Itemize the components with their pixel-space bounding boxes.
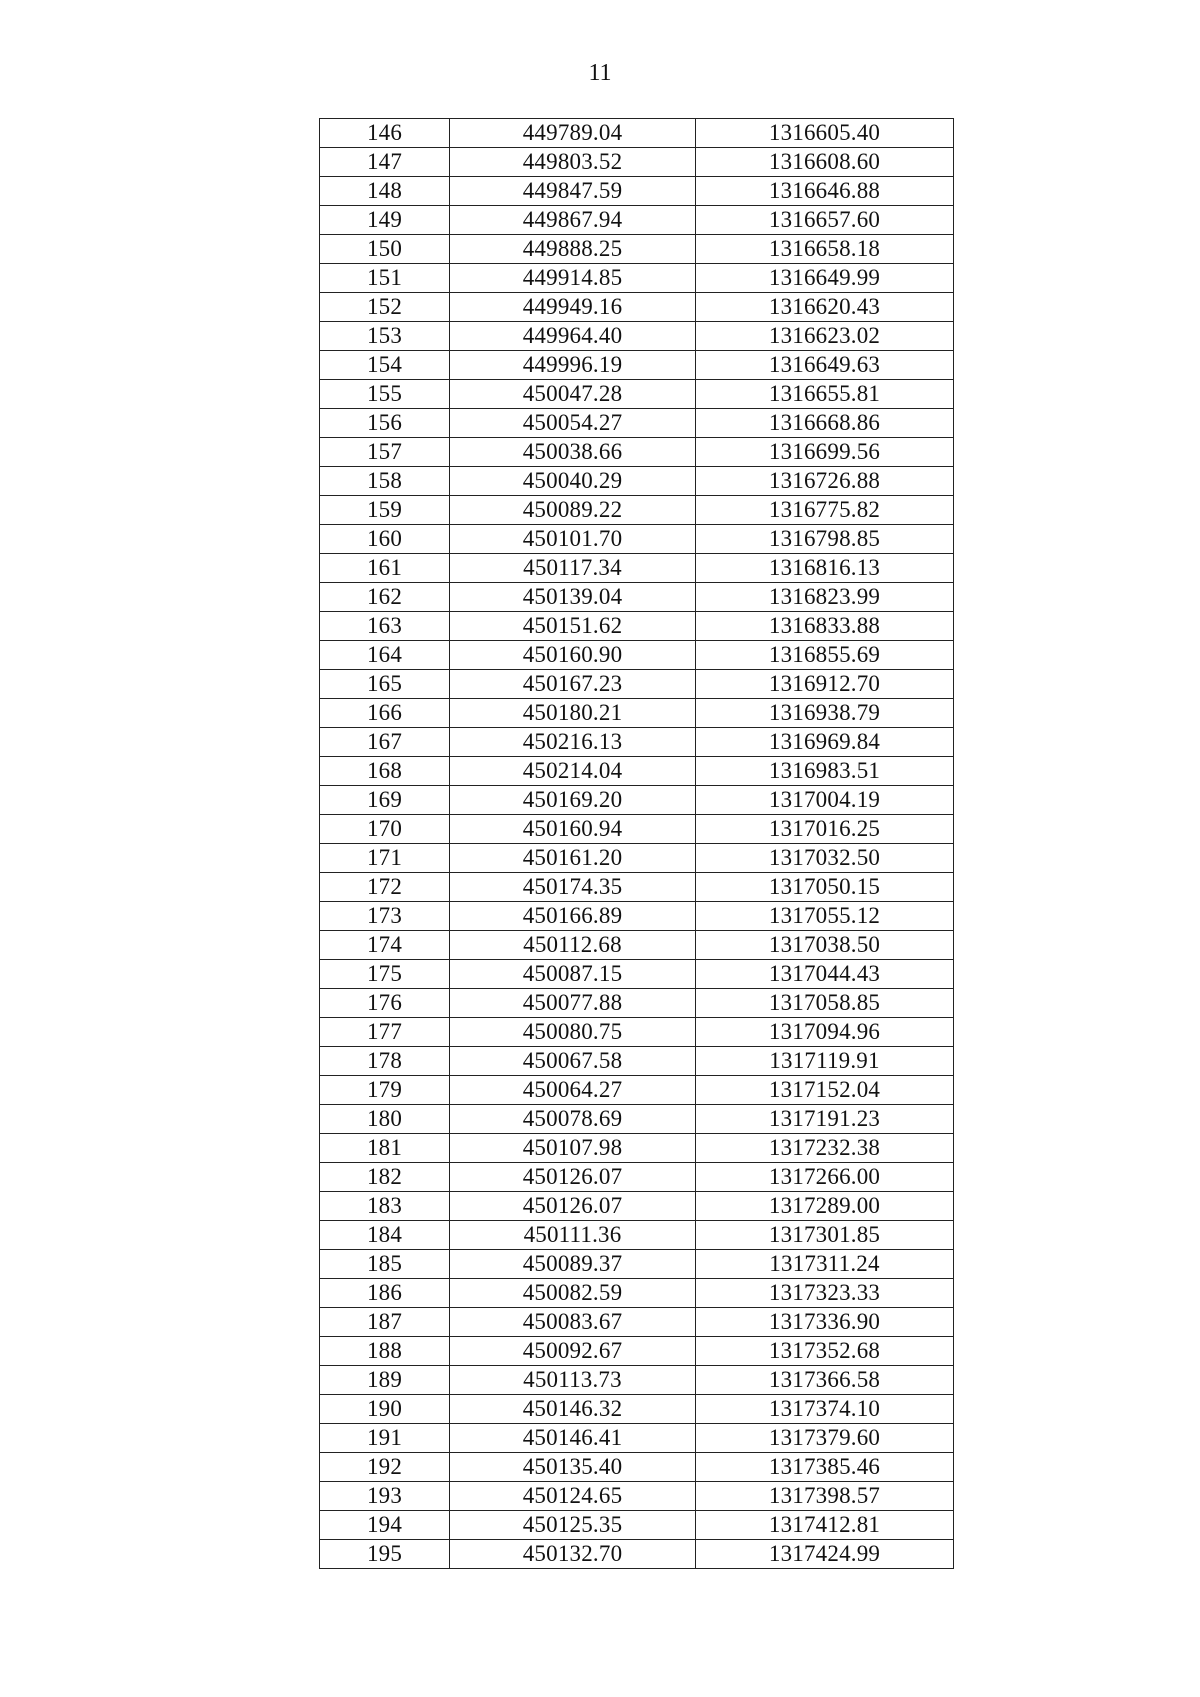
x-coordinate-cell: 450117.34 xyxy=(450,554,696,583)
point-number-cell: 151 xyxy=(320,264,450,293)
y-coordinate-cell: 1316726.88 xyxy=(696,467,954,496)
table-row xyxy=(320,1395,954,1424)
y-coordinate-cell: 1317044.43 xyxy=(696,960,954,989)
table-row xyxy=(320,1279,954,1308)
point-number-cell: 163 xyxy=(320,612,450,641)
x-coordinate-cell: 450089.37 xyxy=(450,1250,696,1279)
y-coordinate-cell: 1317038.50 xyxy=(696,931,954,960)
point-number-cell: 159 xyxy=(320,496,450,525)
point-number-cell: 177 xyxy=(320,1018,450,1047)
x-coordinate-cell: 450126.07 xyxy=(450,1192,696,1221)
table-row xyxy=(320,554,954,583)
point-number-cell: 174 xyxy=(320,931,450,960)
point-number-cell: 169 xyxy=(320,786,450,815)
table-row xyxy=(320,815,954,844)
table-row xyxy=(320,844,954,873)
x-coordinate-cell: 450047.28 xyxy=(450,380,696,409)
y-coordinate-cell: 1316623.02 xyxy=(696,322,954,351)
x-coordinate-cell: 449803.52 xyxy=(450,148,696,177)
y-coordinate-cell: 1317379.60 xyxy=(696,1424,954,1453)
x-coordinate-cell: 450180.21 xyxy=(450,699,696,728)
point-number-cell: 165 xyxy=(320,670,450,699)
x-coordinate-cell: 449949.16 xyxy=(450,293,696,322)
point-number-cell: 186 xyxy=(320,1279,450,1308)
x-coordinate-cell: 449914.85 xyxy=(450,264,696,293)
table-row xyxy=(320,873,954,902)
y-coordinate-cell: 1316657.60 xyxy=(696,206,954,235)
point-number-cell: 182 xyxy=(320,1163,450,1192)
point-number-cell: 168 xyxy=(320,757,450,786)
table-row xyxy=(320,438,954,467)
x-coordinate-cell: 450139.04 xyxy=(450,583,696,612)
x-coordinate-cell: 450126.07 xyxy=(450,1163,696,1192)
y-coordinate-cell: 1317191.23 xyxy=(696,1105,954,1134)
y-coordinate-cell: 1316699.56 xyxy=(696,438,954,467)
y-coordinate-cell: 1317385.46 xyxy=(696,1453,954,1482)
point-number-cell: 148 xyxy=(320,177,450,206)
point-number-cell: 187 xyxy=(320,1308,450,1337)
table-row xyxy=(320,1047,954,1076)
point-number-cell: 150 xyxy=(320,235,450,264)
y-coordinate-cell: 1316823.99 xyxy=(696,583,954,612)
x-coordinate-cell: 450132.70 xyxy=(450,1540,696,1569)
y-coordinate-cell: 1316605.40 xyxy=(696,119,954,148)
point-number-cell: 155 xyxy=(320,380,450,409)
y-coordinate-cell: 1316816.13 xyxy=(696,554,954,583)
x-coordinate-cell: 450161.20 xyxy=(450,844,696,873)
x-coordinate-cell: 450146.32 xyxy=(450,1395,696,1424)
point-number-cell: 158 xyxy=(320,467,450,496)
point-number-cell: 181 xyxy=(320,1134,450,1163)
table-row xyxy=(320,1221,954,1250)
y-coordinate-cell: 1317398.57 xyxy=(696,1482,954,1511)
table-row xyxy=(320,206,954,235)
point-number-cell: 161 xyxy=(320,554,450,583)
x-coordinate-cell: 450160.94 xyxy=(450,815,696,844)
y-coordinate-cell: 1317366.58 xyxy=(696,1366,954,1395)
x-coordinate-cell: 450078.69 xyxy=(450,1105,696,1134)
point-number-cell: 192 xyxy=(320,1453,450,1482)
x-coordinate-cell: 449789.04 xyxy=(450,119,696,148)
point-number-cell: 190 xyxy=(320,1395,450,1424)
point-number-cell: 172 xyxy=(320,873,450,902)
table-row xyxy=(320,525,954,554)
x-coordinate-cell: 450167.23 xyxy=(450,670,696,699)
x-coordinate-cell: 450125.35 xyxy=(450,1511,696,1540)
table-row xyxy=(320,902,954,931)
point-number-cell: 156 xyxy=(320,409,450,438)
x-coordinate-cell: 450174.35 xyxy=(450,873,696,902)
point-number-cell: 162 xyxy=(320,583,450,612)
y-coordinate-cell: 1317323.33 xyxy=(696,1279,954,1308)
y-coordinate-cell: 1316649.63 xyxy=(696,351,954,380)
x-coordinate-cell: 450083.67 xyxy=(450,1308,696,1337)
table-row xyxy=(320,931,954,960)
x-coordinate-cell: 449996.19 xyxy=(450,351,696,380)
point-number-cell: 179 xyxy=(320,1076,450,1105)
table-row xyxy=(320,1308,954,1337)
table-row xyxy=(320,728,954,757)
y-coordinate-cell: 1317094.96 xyxy=(696,1018,954,1047)
point-number-cell: 152 xyxy=(320,293,450,322)
x-coordinate-cell: 450214.04 xyxy=(450,757,696,786)
y-coordinate-cell: 1317301.85 xyxy=(696,1221,954,1250)
x-coordinate-cell: 450054.27 xyxy=(450,409,696,438)
table-row xyxy=(320,235,954,264)
table-row xyxy=(320,1453,954,1482)
x-coordinate-cell: 450169.20 xyxy=(450,786,696,815)
x-coordinate-cell: 450146.41 xyxy=(450,1424,696,1453)
table-row xyxy=(320,786,954,815)
point-number-cell: 149 xyxy=(320,206,450,235)
point-number-cell: 154 xyxy=(320,351,450,380)
table-row xyxy=(320,380,954,409)
point-number-cell: 160 xyxy=(320,525,450,554)
point-number-cell: 153 xyxy=(320,322,450,351)
point-number-cell: 164 xyxy=(320,641,450,670)
x-coordinate-cell: 450135.40 xyxy=(450,1453,696,1482)
y-coordinate-cell: 1317032.50 xyxy=(696,844,954,873)
point-number-cell: 146 xyxy=(320,119,450,148)
x-coordinate-cell: 449888.25 xyxy=(450,235,696,264)
x-coordinate-cell: 450064.27 xyxy=(450,1076,696,1105)
x-coordinate-cell: 449964.40 xyxy=(450,322,696,351)
x-coordinate-cell: 449867.94 xyxy=(450,206,696,235)
y-coordinate-cell: 1316655.81 xyxy=(696,380,954,409)
x-coordinate-cell: 450151.62 xyxy=(450,612,696,641)
page-number: 11 xyxy=(588,60,612,86)
y-coordinate-cell: 1317055.12 xyxy=(696,902,954,931)
point-number-cell: 147 xyxy=(320,148,450,177)
point-number-cell: 170 xyxy=(320,815,450,844)
table-row xyxy=(320,1192,954,1221)
table-row xyxy=(320,960,954,989)
y-coordinate-cell: 1316620.43 xyxy=(696,293,954,322)
table-row xyxy=(320,583,954,612)
y-coordinate-cell: 1317004.19 xyxy=(696,786,954,815)
table-row xyxy=(320,467,954,496)
point-number-cell: 188 xyxy=(320,1337,450,1366)
table-row xyxy=(320,1337,954,1366)
x-coordinate-cell: 450111.36 xyxy=(450,1221,696,1250)
x-coordinate-cell: 450080.75 xyxy=(450,1018,696,1047)
table-row xyxy=(320,293,954,322)
y-coordinate-cell: 1317050.15 xyxy=(696,873,954,902)
point-number-cell: 185 xyxy=(320,1250,450,1279)
y-coordinate-cell: 1316646.88 xyxy=(696,177,954,206)
x-coordinate-cell: 450216.13 xyxy=(450,728,696,757)
point-number-cell: 194 xyxy=(320,1511,450,1540)
x-coordinate-cell: 450124.65 xyxy=(450,1482,696,1511)
table-row xyxy=(320,1105,954,1134)
y-coordinate-cell: 1317424.99 xyxy=(696,1540,954,1569)
x-coordinate-cell: 450166.89 xyxy=(450,902,696,931)
point-number-cell: 184 xyxy=(320,1221,450,1250)
table-row xyxy=(320,409,954,438)
y-coordinate-cell: 1317412.81 xyxy=(696,1511,954,1540)
x-coordinate-cell: 450087.15 xyxy=(450,960,696,989)
table-row xyxy=(320,1424,954,1453)
x-coordinate-cell: 450092.67 xyxy=(450,1337,696,1366)
y-coordinate-cell: 1317016.25 xyxy=(696,815,954,844)
table-row xyxy=(320,1018,954,1047)
table-row xyxy=(320,670,954,699)
table-row xyxy=(320,1134,954,1163)
coordinates-table-body xyxy=(320,119,954,1569)
table-row xyxy=(320,612,954,641)
y-coordinate-cell: 1317266.00 xyxy=(696,1163,954,1192)
point-number-cell: 171 xyxy=(320,844,450,873)
y-coordinate-cell: 1316608.60 xyxy=(696,148,954,177)
point-number-cell: 167 xyxy=(320,728,450,757)
y-coordinate-cell: 1317352.68 xyxy=(696,1337,954,1366)
y-coordinate-cell: 1316668.86 xyxy=(696,409,954,438)
table-row xyxy=(320,496,954,525)
x-coordinate-cell: 450112.68 xyxy=(450,931,696,960)
x-coordinate-cell: 450113.73 xyxy=(450,1366,696,1395)
table-row xyxy=(320,1366,954,1395)
table-row xyxy=(320,1163,954,1192)
y-coordinate-cell: 1317119.91 xyxy=(696,1047,954,1076)
y-coordinate-cell: 1316938.79 xyxy=(696,699,954,728)
point-number-cell: 178 xyxy=(320,1047,450,1076)
y-coordinate-cell: 1317232.38 xyxy=(696,1134,954,1163)
x-coordinate-cell: 450107.98 xyxy=(450,1134,696,1163)
table-row xyxy=(320,351,954,380)
x-coordinate-cell: 450101.70 xyxy=(450,525,696,554)
x-coordinate-cell: 450089.22 xyxy=(450,496,696,525)
y-coordinate-cell: 1316775.82 xyxy=(696,496,954,525)
y-coordinate-cell: 1317311.24 xyxy=(696,1250,954,1279)
table-row xyxy=(320,177,954,206)
coordinates-table xyxy=(319,118,954,1569)
point-number-cell: 193 xyxy=(320,1482,450,1511)
table-row xyxy=(320,264,954,293)
table-row xyxy=(320,641,954,670)
y-coordinate-cell: 1317058.85 xyxy=(696,989,954,1018)
point-number-cell: 189 xyxy=(320,1366,450,1395)
x-coordinate-cell: 450160.90 xyxy=(450,641,696,670)
point-number-cell: 157 xyxy=(320,438,450,467)
x-coordinate-cell: 450040.29 xyxy=(450,467,696,496)
table-row xyxy=(320,1482,954,1511)
table-row xyxy=(320,1540,954,1569)
y-coordinate-cell: 1316912.70 xyxy=(696,670,954,699)
y-coordinate-cell: 1316798.85 xyxy=(696,525,954,554)
y-coordinate-cell: 1317336.90 xyxy=(696,1308,954,1337)
point-number-cell: 191 xyxy=(320,1424,450,1453)
y-coordinate-cell: 1317289.00 xyxy=(696,1192,954,1221)
table-row xyxy=(320,322,954,351)
point-number-cell: 183 xyxy=(320,1192,450,1221)
y-coordinate-cell: 1316855.69 xyxy=(696,641,954,670)
point-number-cell: 166 xyxy=(320,699,450,728)
table-row xyxy=(320,148,954,177)
table-row xyxy=(320,119,954,148)
table-row xyxy=(320,1250,954,1279)
y-coordinate-cell: 1316833.88 xyxy=(696,612,954,641)
point-number-cell: 180 xyxy=(320,1105,450,1134)
point-number-cell: 173 xyxy=(320,902,450,931)
x-coordinate-cell: 450082.59 xyxy=(450,1279,696,1308)
x-coordinate-cell: 449847.59 xyxy=(450,177,696,206)
y-coordinate-cell: 1317152.04 xyxy=(696,1076,954,1105)
table-row xyxy=(320,1511,954,1540)
x-coordinate-cell: 450038.66 xyxy=(450,438,696,467)
table-row xyxy=(320,699,954,728)
y-coordinate-cell: 1316969.84 xyxy=(696,728,954,757)
table-row xyxy=(320,989,954,1018)
table-row xyxy=(320,757,954,786)
table-row xyxy=(320,1076,954,1105)
y-coordinate-cell: 1316983.51 xyxy=(696,757,954,786)
x-coordinate-cell: 450067.58 xyxy=(450,1047,696,1076)
y-coordinate-cell: 1317374.10 xyxy=(696,1395,954,1424)
x-coordinate-cell: 450077.88 xyxy=(450,989,696,1018)
point-number-cell: 175 xyxy=(320,960,450,989)
point-number-cell: 176 xyxy=(320,989,450,1018)
y-coordinate-cell: 1316649.99 xyxy=(696,264,954,293)
point-number-cell: 195 xyxy=(320,1540,450,1569)
y-coordinate-cell: 1316658.18 xyxy=(696,235,954,264)
